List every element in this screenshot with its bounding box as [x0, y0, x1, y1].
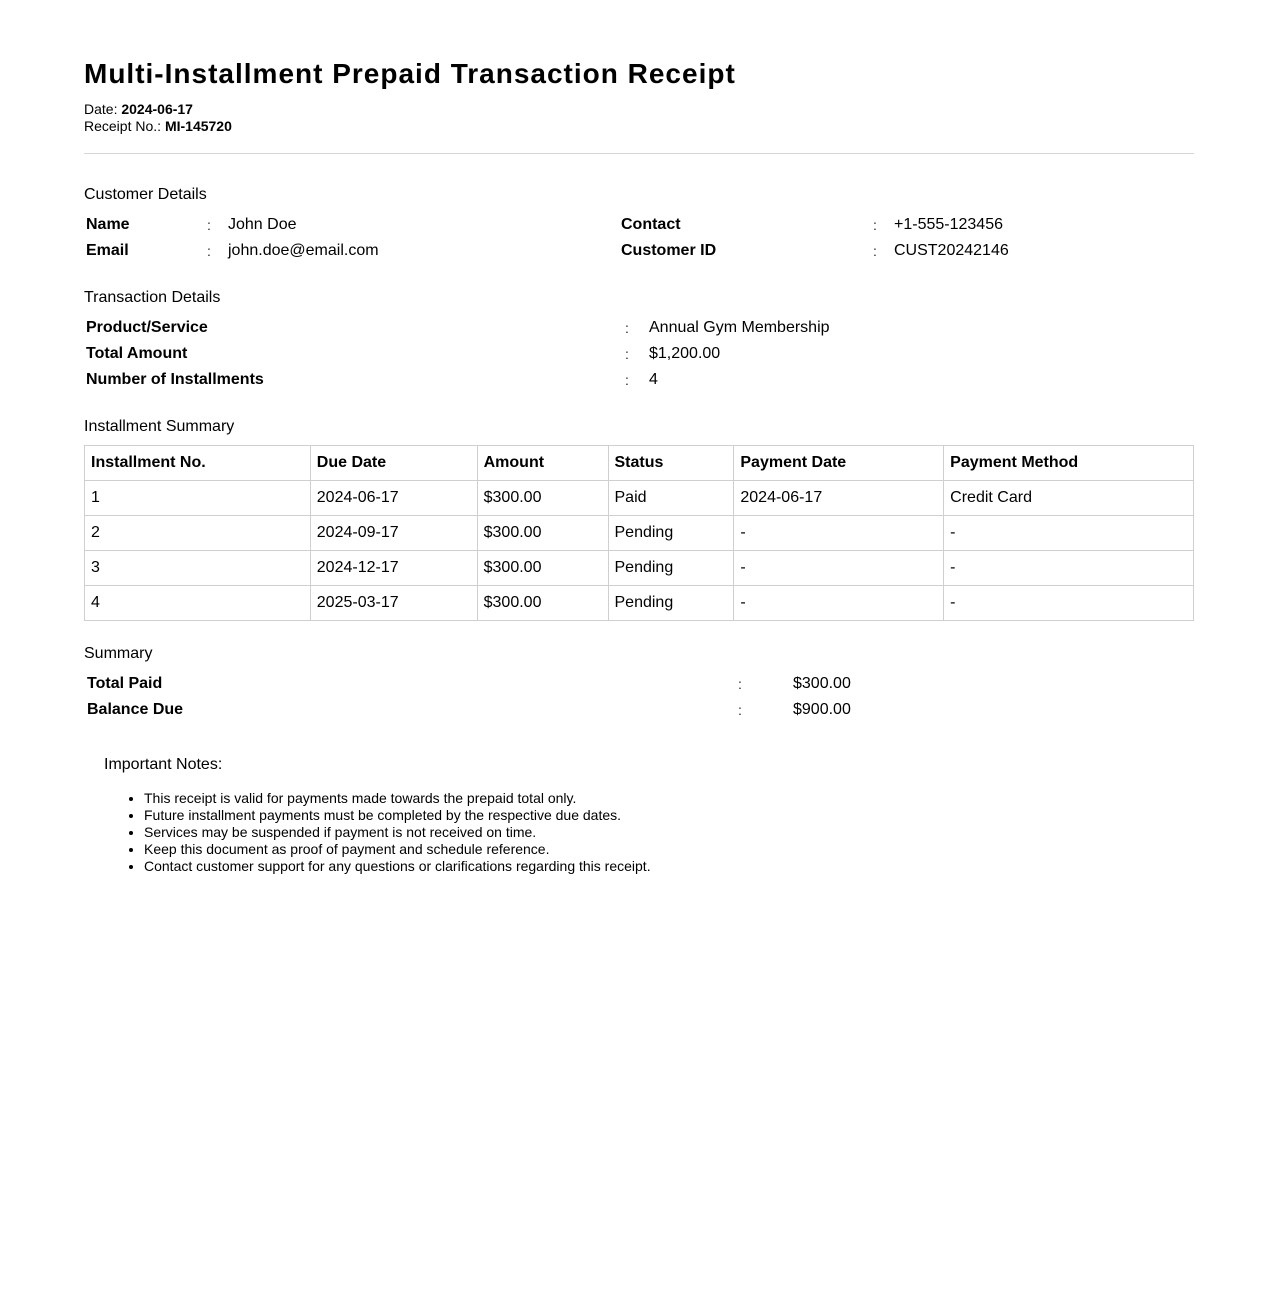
column-header: Payment Method [944, 446, 1194, 481]
product-value: Annual Gym Membership [649, 319, 830, 336]
separator: : [738, 676, 742, 692]
due-date-cell: 2024-06-17 [310, 481, 477, 516]
installment-summary-heading: Installment Summary [84, 418, 235, 435]
receipt-number-label: Receipt No.: [84, 118, 162, 134]
installment-count-value: 4 [649, 371, 658, 388]
total-amount-label: Total Amount [86, 345, 188, 362]
column-header: Status [608, 446, 734, 481]
customer-email-label: Email [86, 242, 129, 259]
payment-method-cell: - [944, 551, 1194, 586]
payment-date-cell: 2024-06-17 [734, 481, 944, 516]
list-item: • This receipt is valid for payments made towards the prepaid total only. [144, 790, 651, 807]
separator: : [873, 243, 877, 259]
customer-name-label: Name [86, 216, 130, 233]
payment-date-cell: - [734, 551, 944, 586]
transaction-details-heading: Transaction Details [84, 289, 221, 306]
payment-date-cell: - [734, 516, 944, 551]
date-value: 2024-06-17 [121, 101, 193, 117]
status-cell: Paid [608, 481, 734, 516]
list-item: • Contact customer support for any questions or clarifications regarding this receipt. [144, 858, 651, 875]
amount-cell: $300.00 [477, 551, 608, 586]
due-date-cell: 2024-12-17 [310, 551, 477, 586]
summary-heading: Summary [84, 645, 153, 662]
customer-contact-label: Contact [621, 216, 681, 233]
header-divider [84, 153, 1194, 154]
status-cell: Pending [608, 516, 734, 551]
table-header-row [85, 446, 1194, 481]
amount-cell: $300.00 [477, 481, 608, 516]
customer-name-value: John Doe [228, 216, 297, 233]
installment-number-cell: 2 [85, 516, 311, 551]
column-header: Payment Date [734, 446, 944, 481]
receipt-date [84, 101, 232, 118]
separator: : [873, 217, 877, 233]
installment-number-cell: 1 [85, 481, 311, 516]
customer-id-value: CUST20242146 [894, 242, 1009, 259]
payment-method-cell: - [944, 586, 1194, 621]
status-cell: Pending [608, 551, 734, 586]
amount-cell: $300.00 [477, 516, 608, 551]
notes-heading: Important Notes: [104, 756, 223, 773]
payment-date-cell: - [734, 586, 944, 621]
receipt-meta [84, 101, 232, 135]
separator: : [625, 346, 629, 362]
installment-count-label: Number of Installments [86, 371, 264, 388]
receipt-title: Multi-Installment Prepaid Transaction Receipt [84, 58, 736, 89]
separator: : [625, 372, 629, 388]
total-amount-value: $1,200.00 [649, 345, 721, 362]
date-label: Date: [84, 101, 118, 117]
notes-list [104, 790, 651, 875]
installment-number-cell: 4 [85, 586, 311, 621]
customer-details-heading: Customer Details [84, 186, 207, 203]
list-item: • Keep this document as proof of payment and schedule reference. [144, 841, 651, 858]
customer-contact-value: +1-555-123456 [894, 216, 1003, 233]
separator: : [207, 243, 211, 259]
list-item: • Services may be suspended if payment is not received on time. [144, 824, 651, 841]
installment-number-cell: 3 [85, 551, 311, 586]
column-header: Due Date [310, 446, 477, 481]
product-label: Product/Service [86, 319, 208, 336]
total-paid-label: Total Paid [87, 675, 163, 692]
balance-due-value: $900.00 [793, 701, 851, 718]
amount-cell: $300.00 [477, 586, 608, 621]
installment-table [84, 445, 1194, 621]
receipt-number-value: MI-145720 [164, 118, 232, 134]
due-date-cell: 2025-03-17 [310, 586, 477, 621]
column-header: Amount [477, 446, 608, 481]
list-item: • Future installment payments must be completed by the respective due dates. [144, 807, 651, 824]
due-date-cell: 2024-09-17 [310, 516, 477, 551]
table-row [85, 551, 1194, 586]
balance-due-label: Balance Due [87, 701, 184, 718]
separator: : [625, 320, 629, 336]
receipt-number [84, 118, 232, 135]
status-cell: Pending [608, 586, 734, 621]
payment-method-cell: Credit Card [944, 481, 1194, 516]
total-paid-value: $300.00 [793, 675, 851, 692]
payment-method-cell: - [944, 516, 1194, 551]
table-row [85, 586, 1194, 621]
customer-id-label: Customer ID [621, 242, 717, 259]
column-header: Installment No. [85, 446, 311, 481]
table-row [85, 516, 1194, 551]
customer-email-value: john.doe@email.com [228, 242, 379, 259]
table-row [85, 481, 1194, 516]
separator: : [207, 217, 211, 233]
separator: : [738, 702, 742, 718]
